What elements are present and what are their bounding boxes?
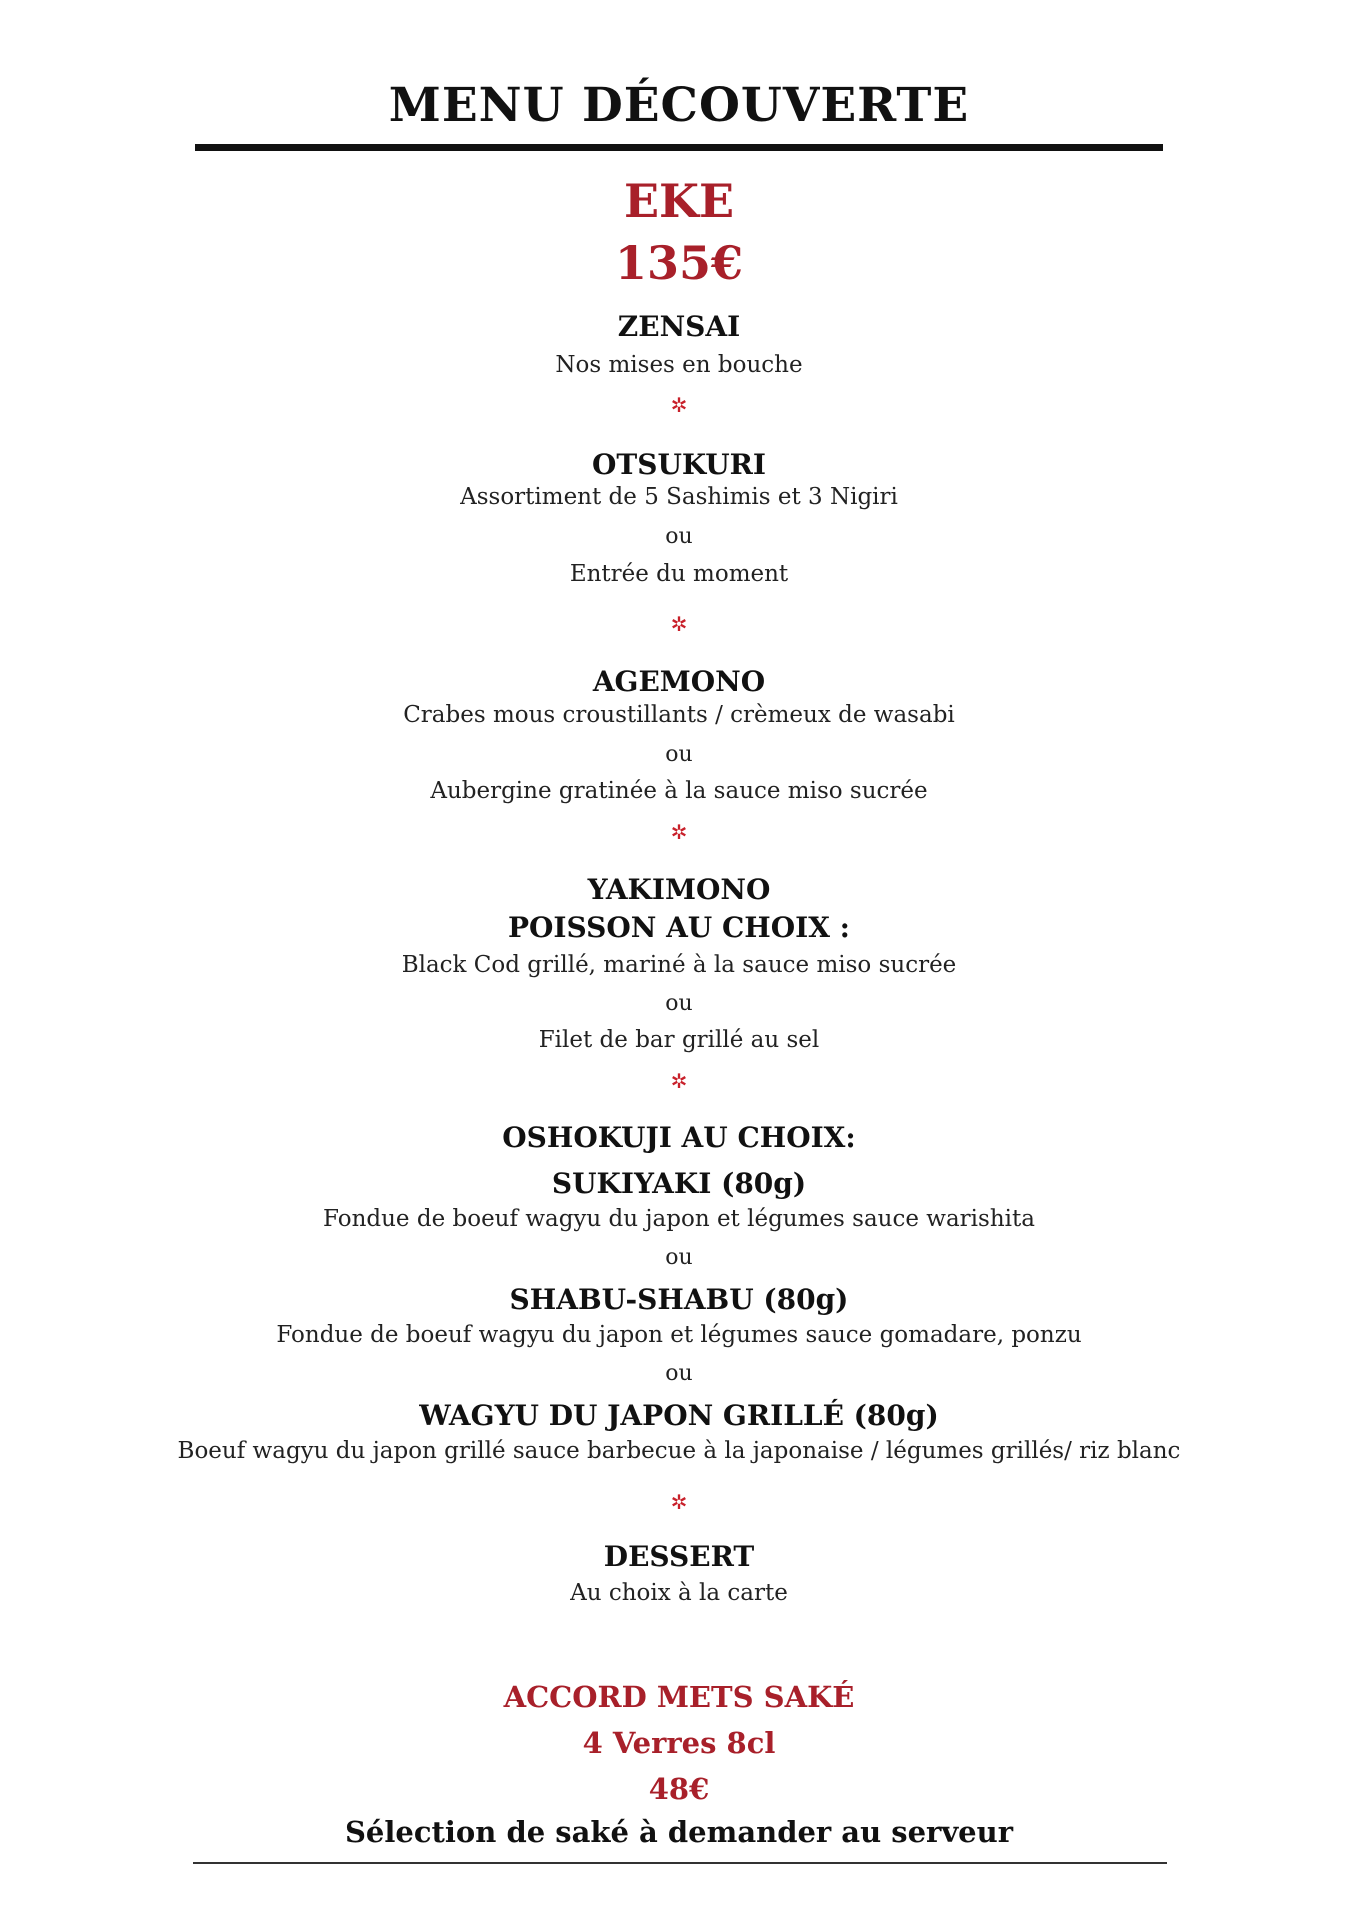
section-shabu-title: SHABU-SHABU (80g) xyxy=(509,1283,849,1316)
section-agemono-option-1: Crabes mous croustillants / crèmeux de wasabi xyxy=(403,702,955,728)
section-oshokuji-or-1: ou xyxy=(665,1245,693,1270)
section-agemono-option-2: Aubergine gratinée à la sauce miso sucrée xyxy=(430,778,928,804)
section-otsukuri-option-1: Assortiment de 5 Sashimis et 3 Nigiri xyxy=(460,484,898,510)
sake-pairing-glasses: 4 Verres 8cl xyxy=(582,1726,776,1760)
sake-pairing-note: Sélection de saké à demander au serveur xyxy=(344,1815,1013,1849)
menu-price: 135€ xyxy=(614,236,744,290)
divider-star-icon: ✲ xyxy=(670,612,688,636)
section-sukiyaki-desc: Fondue de boeuf wagyu du japon et légumes sauce warishita xyxy=(323,1206,1035,1232)
menu-name: EKE xyxy=(623,174,735,228)
sake-pairing-price: 48€ xyxy=(648,1772,710,1806)
section-oshokuji-title: OSHOKUJI AU CHOIX: xyxy=(502,1121,856,1154)
section-otsukuri-title: OTSUKURI xyxy=(592,448,766,481)
section-zensai-desc: Nos mises en bouche xyxy=(555,352,803,378)
section-otsukuri-or: ou xyxy=(665,524,693,549)
divider-star-icon: ✲ xyxy=(670,820,688,844)
divider-star-icon: ✲ xyxy=(670,1069,688,1093)
section-dessert-desc: Au choix à la carte xyxy=(570,1580,788,1606)
section-dessert-title: DESSERT xyxy=(603,1540,755,1573)
section-wagyu-title: WAGYU DU JAPON GRILLÉ (80g) xyxy=(419,1399,939,1432)
header-rule xyxy=(195,144,1163,151)
section-agemono-or: ou xyxy=(665,742,693,767)
section-shabu-desc: Fondue de boeuf wagyu du japon et légumes sauce gomadare, ponzu xyxy=(276,1322,1082,1348)
divider-star-icon: ✲ xyxy=(670,393,688,417)
menu-title: MENU DÉCOUVERTE xyxy=(388,78,970,133)
section-sukiyaki-title: SUKIYAKI (80g) xyxy=(551,1167,807,1200)
section-yakimono-title: YAKIMONO xyxy=(587,873,771,906)
section-yakimono-option-2: Filet de bar grillé au sel xyxy=(538,1027,820,1053)
section-yakimono-subtitle: POISSON AU CHOIX : xyxy=(507,911,851,944)
section-otsukuri-option-2: Entrée du moment xyxy=(569,561,789,587)
section-zensai-title: ZENSAI xyxy=(617,310,741,343)
divider-star-icon: ✲ xyxy=(670,1490,688,1514)
section-agemono-title: AGEMONO xyxy=(592,665,766,698)
section-yakimono-option-1: Black Cod grillé, mariné à la sauce miso sucrée xyxy=(401,952,957,978)
footer-rule xyxy=(193,1862,1167,1864)
section-wagyu-desc: Boeuf wagyu du japon grillé sauce barbecue à la japonaise / légumes grillés/ riz blanc xyxy=(177,1438,1181,1464)
sake-pairing-title: ACCORD METS SAKÉ xyxy=(503,1680,855,1714)
section-oshokuji-or-2: ou xyxy=(665,1361,693,1386)
section-yakimono-or: ou xyxy=(665,991,693,1016)
